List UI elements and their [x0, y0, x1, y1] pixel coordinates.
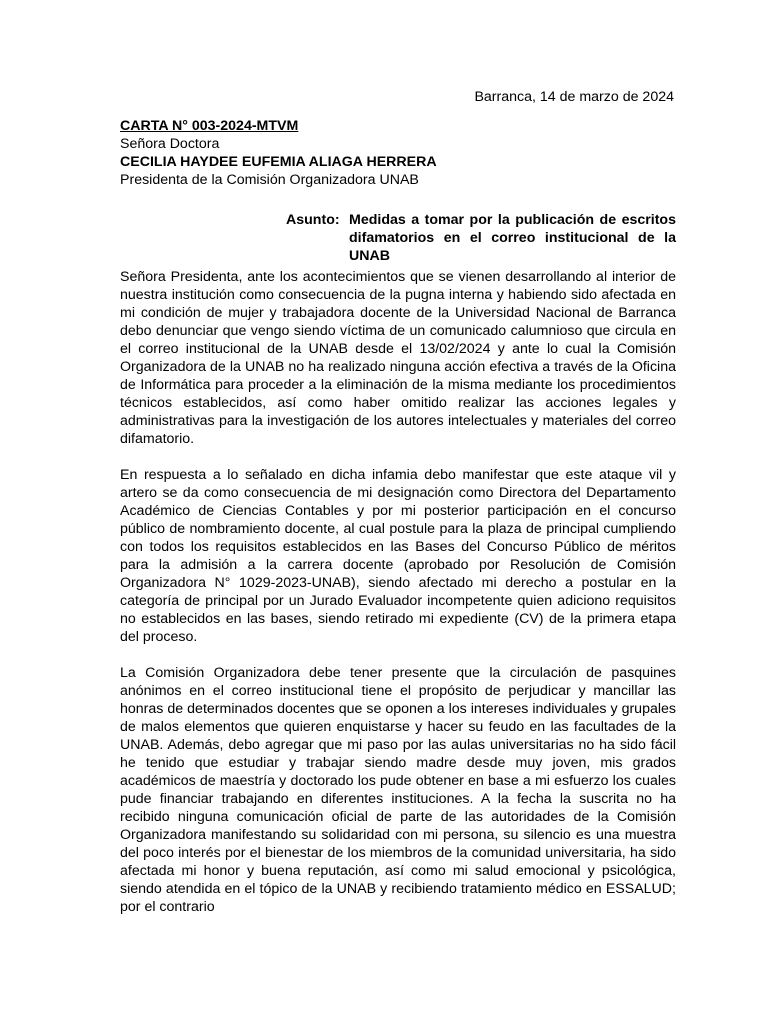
subject-text: Medidas a tomar por la publicación de escritos difamatorios en el correo institucional de la UNAB	[349, 212, 676, 264]
letter-reference: CARTA N° 003-2024-MTVM	[120, 118, 299, 134]
body-paragraph: Señora Presidenta, ante los acontecimientos que se vienen desarrollando al interior de nuestra institución como consecuencia de la pugna interna y habiendo sido afectada en mi condición de mujer y trabajadora docente de la Universidad Nacional de Barranca debo denunciar que vengo siendo víctima de un comunicado calumnioso que circula en el correo institucional de la UNAB desde el 13/02/2024 y ante lo cual la Comisión Organizadora de la UNAB no ha realizado ninguna acción efectiva a través de la Oficina de Informática para proceder a la eliminación de la misma mediante los procedimientos técnicos establecidos, así como haber omitido realizar las acciones legales y administrativas para la investigación de los autores intelectuales y materiales del correo difamatorio.	[120, 269, 676, 447]
letter-body	[120, 268, 676, 934]
subject-block	[286, 211, 676, 265]
salutation: Señora Doctora	[120, 136, 220, 152]
recipient-name: CECILIA HAYDEE EUFEMIA ALIAGA HERRERA	[120, 154, 437, 170]
body-paragraph: En respuesta a lo señalado en dicha infamia debo manifestar que este ataque vil y artero se da como consecuencia de mi designación como Directora del Departamento Académico de Ciencias Contables y por mi posterior participación en el concurso público de nombramiento docente, al cual postule para la plaza de principal cumpliendo con todos los requisitos establecidos en las Bases del Concurso Público de méritos para la admisión a la carrera docente (aprobado por Resolución de Comisión Organizadora N° 1029-2023-UNAB), siendo afectado mi derecho a postular en la categoría de principal por un Jurado Evaluador incompetente quien adiciono requisitos no establecidos en las bases, siendo retirado mi expediente (CV) de la primera etapa del proceso.	[120, 467, 676, 645]
recipient-title: Presidenta de la Comisión Organizadora UNAB	[120, 172, 419, 188]
letter-date: Barranca, 14 de marzo de 2024	[474, 89, 674, 105]
subject-label: Asunto:	[286, 212, 340, 228]
body-paragraph: La Comisión Organizadora debe tener presente que la circulación de pasquines anónimos en el correo institucional tiene el propósito de perjudicar y mancillar las honras de determinados docentes que se oponen a los intereses individuales y grupales de malos elementos que quieren enquistarse y hacer su feudo en las facultades de la UNAB. Además, debo agregar que mi paso por las aulas universitarias no ha sido fácil he tenido que estudiar y trabajar siendo madre desde muy joven, mis grados académicos de maestría y doctorado los pude obtener en base a mi esfuerzo los cuales pude financiar trabajando en diferentes instituciones. A la fecha la suscrita no ha recibido ninguna comunicación oficial de parte de las autoridades de la Comisión Organizadora manifestando su solidaridad con mi persona, su silencio es una muestra del poco interés por el bienestar de los miembros de la comunidad universitaria, ha sido afectada mi honor y buena reputación, así como mi salud emocional y psicológica, siendo atendida en el tópico de la UNAB y recibiendo tratamiento médico en ESSALUD; por el contrario	[120, 665, 676, 915]
letter-header	[120, 117, 437, 189]
